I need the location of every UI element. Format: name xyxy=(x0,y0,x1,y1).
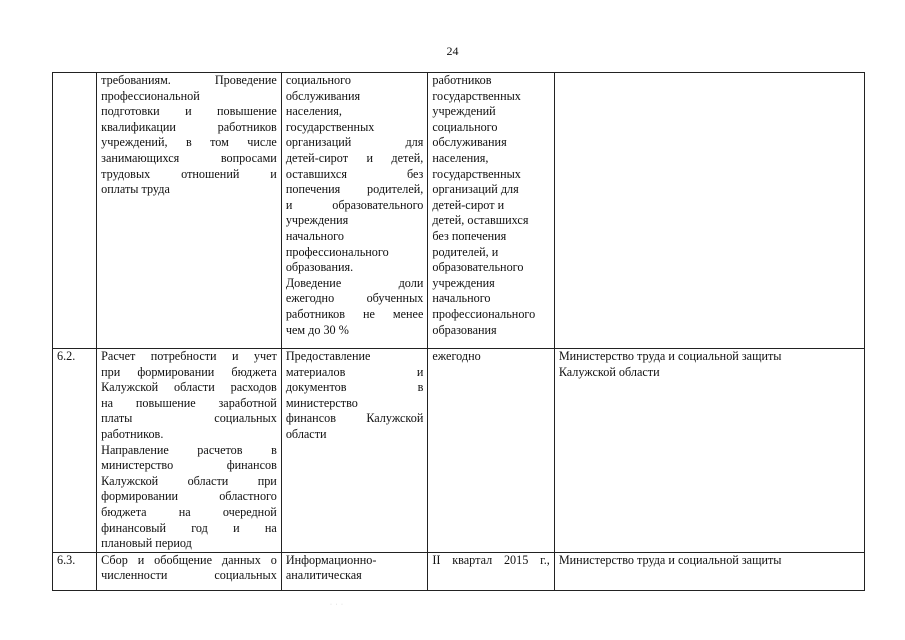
row-number: 6.2. xyxy=(53,349,97,553)
deadline-cell xyxy=(428,349,554,553)
cell-text-line: учреждений xyxy=(432,104,496,119)
cell-text-line: детей-сирот и xyxy=(432,197,505,212)
cell-text-line: при формировании бюджета xyxy=(101,364,277,379)
cell-text-line: финансов Калужской xyxy=(285,411,424,426)
cell-text-line: начального xyxy=(432,291,491,306)
cell-text-line: населения, xyxy=(432,150,489,165)
cell-text-line: профессиональной xyxy=(101,88,200,103)
result-cell xyxy=(281,552,428,590)
deadline-cell xyxy=(428,552,554,590)
cell-text-line: требованиям. Проведение xyxy=(101,73,277,87)
cell-text-line: социального xyxy=(285,73,351,87)
cell-text-line: Информационно- xyxy=(285,552,377,567)
cell-text-line: Предоставление xyxy=(285,349,371,363)
responsible-cell xyxy=(554,349,864,553)
cell-text-line: профессионального xyxy=(432,306,536,321)
cell-text-line: образования xyxy=(432,322,497,337)
deadline-cell xyxy=(428,73,554,349)
cell-text-line: на повышение заработной xyxy=(101,395,277,410)
cell-text-line: детей, оставшихся xyxy=(432,213,529,228)
measure-cell xyxy=(97,552,282,590)
cell-text-line: попечения родителей, xyxy=(285,182,424,197)
cell-text-line: трудовых отношений и xyxy=(101,166,277,181)
cell-text-line: образования. xyxy=(285,260,354,275)
row-number: 6.3. xyxy=(53,552,97,590)
cell-text-line: учреждений, в том числе xyxy=(101,135,277,150)
cell-text-line: учреждения xyxy=(285,213,349,228)
result-cell xyxy=(281,349,428,553)
cell-text-line: государственных xyxy=(432,88,521,103)
cell-text-line: Калужской области xyxy=(558,364,660,379)
cell-text-line: чем до 30 % xyxy=(285,322,349,337)
cell-text-line: работников xyxy=(432,73,492,87)
table-row xyxy=(53,349,865,553)
cell-text-line: ежегодно xyxy=(432,349,481,363)
cell-text-line: министерство xyxy=(285,395,358,410)
cell-text-line: финансовый год и на xyxy=(101,520,277,535)
cell-text-line: детей-сирот и детей, xyxy=(285,150,424,165)
cell-text-line: плановый период xyxy=(101,536,192,551)
cell-text-line: Министерство труда и социальной защиты xyxy=(558,552,782,567)
cell-text-line: Калужской области расходов xyxy=(101,380,277,395)
cell-text-line: документов в xyxy=(285,380,424,395)
cell-text-line: формировании областного xyxy=(101,489,277,504)
cell-text-line: учреждения xyxy=(432,275,495,290)
cell-text-line: ежегодно обученных xyxy=(285,291,424,306)
cell-text-line: организаций для xyxy=(432,182,519,197)
table-row xyxy=(53,552,865,590)
cell-text-line: обслуживания xyxy=(432,135,507,150)
cell-text-line: бюджета на очередной xyxy=(101,504,277,519)
cell-text-line: материалов и xyxy=(285,364,424,379)
cell-text-line: обслуживания xyxy=(285,88,361,103)
cell-text-line: квалификации работников xyxy=(101,119,277,134)
result-cell xyxy=(281,73,428,349)
measures-table xyxy=(52,72,865,591)
measure-cell xyxy=(97,349,282,553)
row-number xyxy=(53,73,97,349)
cell-text-line: министерство финансов xyxy=(101,458,277,473)
cell-text-line: и образовательного xyxy=(285,197,424,212)
cell-text-line: оставшихся без xyxy=(285,166,424,181)
cell-text-line: занимающихся вопросами xyxy=(101,150,277,165)
cell-text-line: Расчет потребности и учет xyxy=(101,349,277,363)
cell-text-line: численности социальных xyxy=(101,568,277,583)
cell-text-line: начального xyxy=(285,228,344,243)
cell-text-line: родителей, и xyxy=(432,244,499,259)
cell-text-line: области xyxy=(285,426,327,441)
cell-text-line: оплаты труда xyxy=(101,182,170,197)
cell-text-line: профессионального xyxy=(285,244,389,259)
table-row xyxy=(53,73,865,349)
cell-text-line: работников не менее xyxy=(285,306,424,321)
cell-text-line: работников. xyxy=(101,426,164,441)
measure-cell xyxy=(97,73,282,349)
cell-text-line: платы социальных xyxy=(101,411,277,426)
cell-text-line: населения, xyxy=(285,104,342,119)
cell-text-line: государственных xyxy=(432,166,521,181)
scan-artifact: · · · xyxy=(330,602,344,608)
cell-text-line: социального xyxy=(432,119,498,134)
cell-text-line: государственных xyxy=(285,119,375,134)
cell-text-line: подготовки и повышение xyxy=(101,104,277,119)
cell-text-line: организаций для xyxy=(285,135,424,150)
page-number: 24 xyxy=(446,44,459,58)
cell-text-line: Направление расчетов в xyxy=(101,442,277,457)
cell-text-line: аналитическая xyxy=(285,568,362,583)
cell-text-line: без попечения xyxy=(432,228,507,243)
cell-text-line: Сбор и обобщение данных о xyxy=(101,552,277,567)
responsible-cell xyxy=(554,73,864,349)
responsible-cell xyxy=(554,552,864,590)
cell-text-line: Калужской области при xyxy=(101,473,277,488)
cell-text-line: Министерство труда и социальной защиты xyxy=(558,349,782,363)
cell-text-line: II квартал 2015 г., xyxy=(432,552,550,567)
cell-text-line: Доведение доли xyxy=(285,275,424,290)
cell-text-line: образовательного xyxy=(432,260,524,275)
